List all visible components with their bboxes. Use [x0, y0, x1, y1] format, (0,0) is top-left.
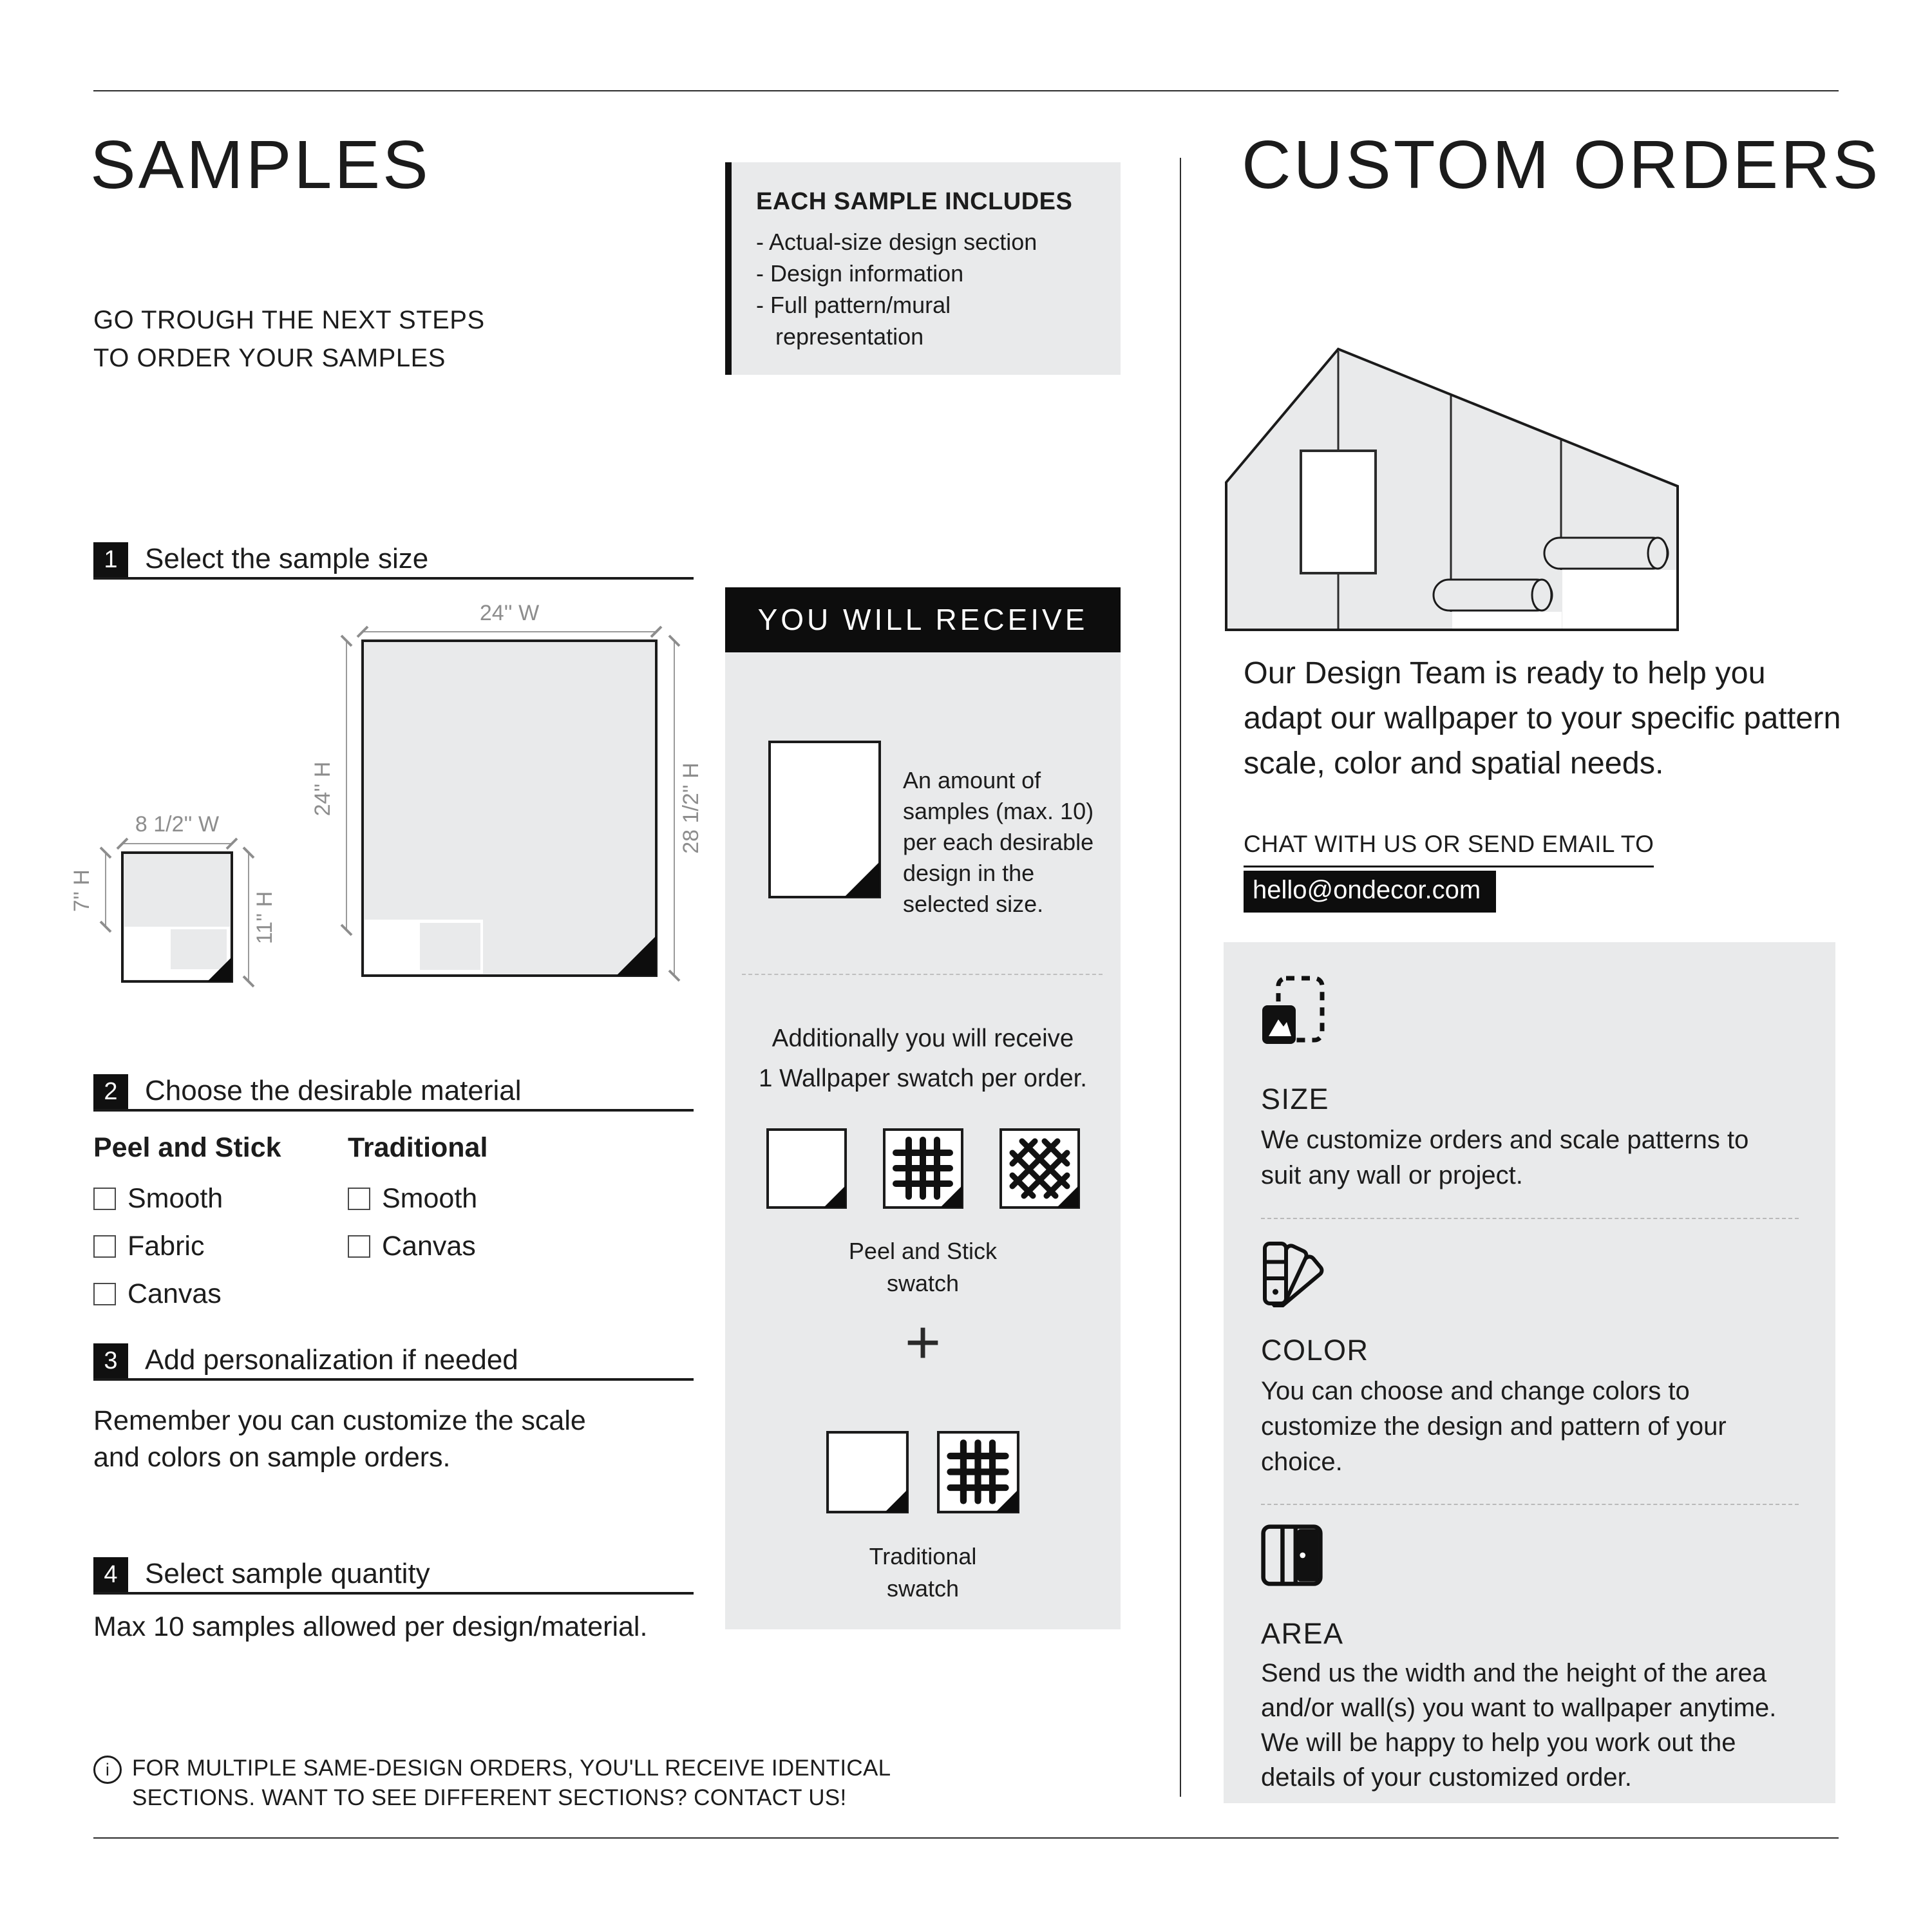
peel-and-stick-material-column — [93, 1132, 281, 1326]
sample-sheet-icon — [768, 741, 881, 898]
plain-swatch-icon — [766, 1128, 847, 1209]
traditional-swatch-label-line1: Traditional — [869, 1543, 977, 1569]
material-option-row — [93, 1183, 281, 1215]
chat-heading: CHAT WITH US OR SEND EMAIL TO — [1244, 831, 1654, 867]
checkbox[interactable] — [348, 1235, 370, 1258]
step-1-title: Select the sample size — [145, 543, 429, 574]
design-team-intro: Our Design Team is ready to help you adapt our wallpaper to your specific pattern scale, color and spatial needs. — [1244, 656, 1841, 781]
receive-dashed-divider — [742, 974, 1103, 975]
additional-line2: 1 Wallpaper swatch per order. — [758, 1065, 1087, 1092]
size-feature-label: SIZE — [1261, 1083, 1330, 1115]
material-option-label: Fabric — [128, 1231, 205, 1262]
peel-and-stick-swatch-row — [725, 1128, 1121, 1209]
material-option-label: Canvas — [128, 1278, 222, 1309]
step-3-header — [93, 1343, 694, 1381]
samples-subtitle-line1: GO TROUGH THE NEXT STEPS — [93, 306, 485, 334]
size-crop-icon — [1261, 976, 1325, 1045]
traditional-swatch-label — [725, 1540, 1121, 1605]
peel-swatch-label-line1: Peel and Stick — [848, 1238, 998, 1264]
crosshatch-swatch-icon — [999, 1128, 1080, 1209]
small-left-height-label: 7'' H — [70, 869, 94, 912]
samples-title: SAMPLES — [90, 127, 431, 203]
material-option-label: Smooth — [382, 1183, 478, 1214]
traditional-swatch-row — [725, 1431, 1121, 1513]
panel-dashed-divider — [1261, 1218, 1799, 1219]
area-feature-text: Send us the width and the height of the area and/or wall(s) you want to wallpaper anytime. We will be happy to help you work out the details of your customized order. — [1261, 1659, 1777, 1792]
small-width-label: 8 1/2'' W — [135, 812, 220, 837]
traditional-heading: Traditional — [348, 1132, 488, 1163]
step-4-title: Select sample quantity — [145, 1558, 430, 1589]
traditional-swatch-label-line2: swatch — [886, 1575, 960, 1602]
checkbox[interactable] — [93, 1188, 116, 1210]
wallpaper-roll — [1434, 580, 1552, 611]
email-address[interactable]: hello@ondecor.com — [1244, 871, 1496, 913]
wallpapered-house-illustration — [1217, 325, 1713, 641]
step-2-header — [93, 1074, 694, 1112]
material-option-row — [93, 1231, 281, 1262]
includes-heading: EACH SAMPLE INCLUDES — [756, 188, 1073, 215]
step-3-description — [93, 1403, 586, 1476]
large-right-height-label: 28 1/2'' H — [679, 762, 703, 854]
peel-and-stick-heading: Peel and Stick — [93, 1132, 281, 1163]
sample-size-diagram — [64, 596, 715, 1021]
includes-item: - Full pattern/mural representation — [756, 289, 1101, 352]
custom-orders-title: CUSTOM ORDERS — [1242, 127, 1881, 203]
plus-sign: + — [904, 1308, 942, 1377]
traditional-material-column — [348, 1132, 488, 1278]
step-1-number-badge: 1 — [93, 542, 128, 577]
samples-amount-text: An amount of samples (max. 10) per each desirable design in the selected size. — [903, 767, 1094, 917]
includes-item: - Design information — [756, 258, 1101, 289]
large-sample-inner-swatch — [420, 923, 480, 970]
material-option-label: Smooth — [128, 1183, 223, 1214]
material-option-row — [93, 1278, 281, 1310]
step-2-number-badge: 2 — [93, 1074, 128, 1109]
samples-subtitle — [93, 301, 485, 377]
step-3-text-line1: Remember you can customize the scale — [93, 1405, 586, 1436]
color-fan-icon — [1261, 1240, 1329, 1307]
color-feature-text: You can choose and change colors to customize the design and pattern of your choice. — [1261, 1377, 1727, 1476]
wallpaper-roll — [1544, 538, 1668, 569]
color-feature-label: COLOR — [1261, 1334, 1369, 1367]
step-3-title: Add personalization if needed — [145, 1344, 518, 1376]
top-rule — [93, 90, 1839, 91]
peel-swatch-label-line2: swatch — [886, 1270, 960, 1296]
additional-swatch-text — [725, 1019, 1121, 1099]
grid-swatch-icon — [883, 1128, 963, 1209]
footnote-line2: SECTIONS. WANT TO SEE DIFFERENT SECTIONS? CONTACT US! — [132, 1785, 847, 1810]
info-icon: i — [93, 1756, 122, 1784]
additional-line1: Additionally you will receive — [772, 1025, 1074, 1052]
checkbox[interactable] — [93, 1235, 116, 1258]
footnote-text — [132, 1754, 891, 1813]
area-feature-label: AREA — [1261, 1617, 1344, 1650]
checkbox[interactable] — [93, 1283, 116, 1305]
small-right-height-label: 11'' H — [252, 891, 277, 945]
material-option-row — [348, 1231, 488, 1262]
samples-subtitle-line2: TO ORDER YOUR SAMPLES — [93, 344, 446, 372]
custom-orders-panel — [1224, 942, 1835, 1803]
small-sample-inner-swatch — [171, 929, 227, 969]
grid-swatch-icon — [937, 1431, 1019, 1513]
large-width-label: 24'' W — [479, 601, 540, 625]
step-4-number-badge: 4 — [93, 1557, 128, 1592]
window — [1301, 451, 1376, 573]
step-2-title: Choose the desirable material — [145, 1075, 522, 1106]
you-will-receive-banner: YOU WILL RECEIVE — [725, 587, 1121, 652]
each-sample-includes-box — [725, 162, 1121, 375]
checkbox[interactable] — [348, 1188, 370, 1210]
large-left-height-label: 24'' H — [310, 761, 335, 817]
material-option-label: Canvas — [382, 1231, 476, 1262]
footnote — [93, 1754, 891, 1813]
peel-swatch-label — [725, 1235, 1121, 1300]
includes-list — [756, 226, 1101, 352]
step-3-text-line2: and colors on sample orders. — [93, 1442, 451, 1473]
step-4-description: Max 10 samples allowed per design/material. — [93, 1611, 648, 1642]
footnote-line1: FOR MULTIPLE SAME-DESIGN ORDERS, YOU'LL RECEIVE IDENTICAL — [132, 1756, 891, 1781]
column-divider — [1180, 158, 1181, 1797]
panel-dashed-divider — [1261, 1504, 1799, 1505]
wall-door-icon — [1261, 1524, 1323, 1586]
step-3-number-badge: 3 — [93, 1343, 128, 1378]
includes-item: - Actual-size design section — [756, 226, 1101, 258]
step-4-header — [93, 1557, 694, 1595]
step-1-header — [93, 542, 694, 580]
material-option-row — [348, 1183, 488, 1215]
size-feature-text: We customize orders and scale patterns to suit any wall or project. — [1261, 1126, 1749, 1189]
bottom-rule — [93, 1837, 1839, 1839]
plain-swatch-icon — [826, 1431, 909, 1513]
